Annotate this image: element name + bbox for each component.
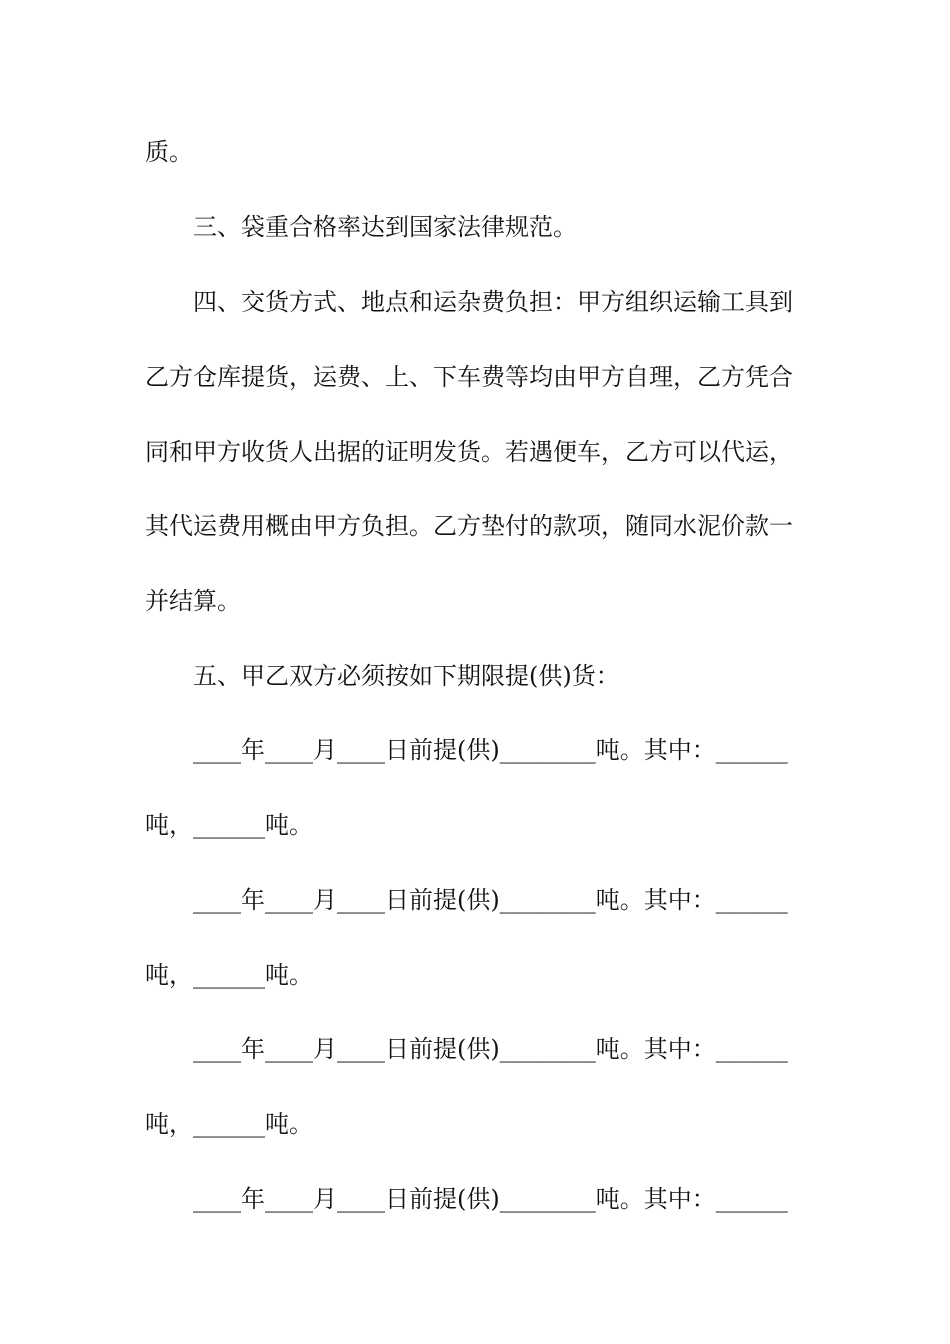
clause-three: 三、袋重合格率达到国家法律规范。	[193, 213, 577, 241]
paragraph-line: 乙方仓库提货，运费、上、下车费等均由甲方自理，乙方凭合	[145, 363, 793, 391]
delivery-schedule-line: ____年____月____日前提(供)________吨。其中：______	[193, 1185, 788, 1213]
delivery-schedule-line: ____年____月____日前提(供)________吨。其中：______	[193, 1035, 788, 1063]
paragraph-line: 同和甲方收货人出据的证明发货。若遇便车，乙方可以代运，	[145, 438, 793, 466]
delivery-schedule-line: 吨，______吨。	[145, 961, 313, 989]
paragraph-line: 并结算。	[145, 587, 241, 615]
delivery-schedule-line: ____年____月____日前提(供)________吨。其中：______	[193, 886, 788, 914]
delivery-schedule-line: 吨，______吨。	[145, 811, 313, 839]
delivery-schedule-line: ____年____月____日前提(供)________吨。其中：______	[193, 736, 788, 764]
paragraph-line: 其代运费用概由甲方负担。乙方垫付的款项，随同水泥价款一	[145, 512, 793, 540]
paragraph-line: 质。	[145, 138, 193, 166]
clause-five: 五、甲乙双方必须按如下期限提(供)货：	[193, 662, 620, 690]
delivery-schedule-line: 吨，______吨。	[145, 1110, 313, 1138]
clause-four: 四、交货方式、地点和运杂费负担：甲方组织运输工具到	[193, 288, 793, 316]
